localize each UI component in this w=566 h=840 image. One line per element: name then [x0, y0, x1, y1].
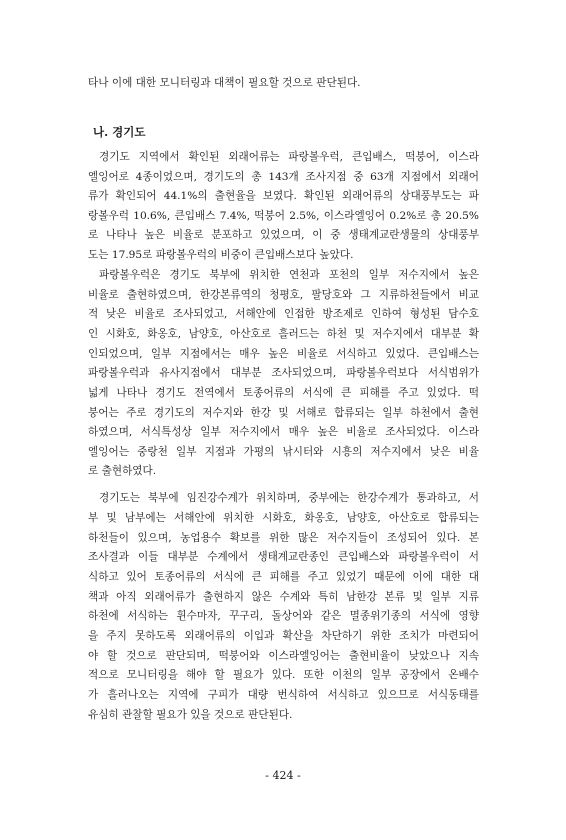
text-line: 적 낮은 비율로 조사되었고, 서해안에 인접한 방조제로 인하여 형성된 담수호 — [88, 308, 479, 320]
text-line: 파랑볼우럭과 유사지점에서 대부분 조사되었으며, 파랑볼우럭보다 서식범위가 — [88, 367, 479, 379]
text-line: 을 주지 못하도록 외래어류의 이입과 확산을 차단하기 위한 조치가 마련되어 — [88, 630, 479, 642]
text-line: 로 나타나 높은 비율로 분포하고 있었으며, 이 중 생태계교란생물의 상대풍부 — [88, 229, 479, 241]
text-line: 야 할 것으로 판단되며, 떡붕어와 이스라엘잉어는 출현비율이 낮았으나 지속 — [88, 650, 479, 662]
page-number: - 424 - — [265, 769, 301, 782]
text-line: 유심히 관찰할 필요가 있을 것으로 판단된다. — [88, 709, 293, 721]
text-line: 랑볼우럭 10.6%, 큰입배스 7.4%, 떡붕어 2.5%, 이스라엘잉어 0.2%로 총 20.5% — [88, 210, 479, 222]
text-line: 엘잉어로 4종이었으며, 경기도의 총 143개 조사지점 중 63개 지점에서 외래어 — [88, 171, 479, 183]
text-line: 하천들이 있으며, 농업용수 확보를 위한 많은 저수지들이 조성되어 있다. 본 — [88, 532, 479, 544]
text-line: 도는 17.95로 파랑볼우럭의 비중이 큰입배스보다 높았다. — [88, 249, 354, 261]
text-line: 가 흘러나오는 지역에 구피가 대량 번식하여 서식하고 있으므로 서식동태를 — [88, 689, 479, 701]
text-line: 하천에 서식하는 휜수마자, 꾸구리, 돌상어와 같은 멸종위기종의 서식에 영향 — [88, 610, 479, 622]
text-line: 경기도는 북부에 임진강수계가 위치하며, 중부에는 한강수계가 통과하고, 서 — [99, 492, 479, 504]
section-heading: 나. 경기도 — [93, 125, 146, 139]
text-line: 하였으며, 서식특성상 일부 저수지에서 매우 높은 비율로 조사되었다. 이스라 — [88, 426, 479, 438]
text-line: 인 시화호, 화옹호, 남양호, 아산호로 흘러드는 하천 및 저수지에서 대부분 확 — [88, 328, 479, 340]
text-line: 류가 확인되어 44.1%의 출현율을 보였다. 확인된 외래어류의 상대풍부도는 파 — [88, 190, 479, 202]
text-line: 부 및 남부에는 서해안에 위치한 시화호, 화옹호, 남양호, 아산호로 합류되는 — [88, 512, 479, 524]
intro-line: 타나 이에 대한 모니터링과 대책이 필요할 것으로 판단된다. — [88, 77, 361, 89]
text-line: 조사결과 이들 대부분 수계에서 생태계교란종인 큰입배스와 파랑볼우럭이 서 — [88, 551, 479, 563]
text-line: 식하고 있어 토종어류의 서식에 큰 피해를 주고 있었기 때문에 이에 대한 대 — [88, 571, 479, 583]
text-line: 로 출현하였다. — [88, 465, 157, 477]
text-line: 엘잉어는 중랑천 일부 지점과 가평의 낚시터와 시흥의 저수지에서 낮은 비율 — [88, 446, 479, 458]
text-line: 파랑볼우럭은 경기도 북부에 위치한 연천과 포천의 일부 저수지에서 높은 — [99, 269, 479, 281]
text-line: 붕어는 주로 경기도의 저수지와 한강 및 서해로 합류되는 일부 하천에서 출현 — [88, 407, 479, 419]
text-line: 적으로 모니터링을 해야 할 필요가 있다. 또한 이천의 일부 공장에서 온배수 — [88, 669, 479, 681]
text-line: 비율로 출현하였으며, 한강본류역의 청평호, 팔당호와 그 지류하천들에서 비교 — [88, 289, 479, 301]
text-line: 책과 아직 외래어류가 출현하지 않은 수계와 특히 남한강 본류 및 일부 지류 — [88, 591, 479, 603]
text-line: 경기도 지역에서 확인된 외래어류는 파랑볼우럭, 큰입배스, 떡붕어, 이스라 — [99, 151, 479, 163]
text-line: 넓게 나타나 경기도 전역에서 토종어류의 서식에 큰 피해를 주고 있었다. 떡 — [88, 387, 479, 399]
text-line: 인되었으며, 일부 지점에서는 매우 높은 비율로 서식하고 있었다. 큰입배스는 — [88, 348, 479, 360]
